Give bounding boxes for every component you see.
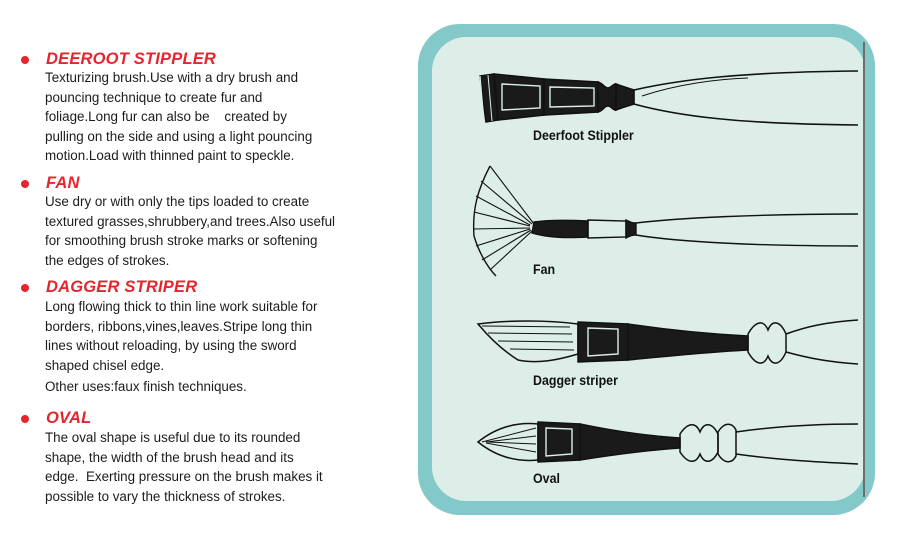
bullet-icon (21, 180, 29, 188)
description-line: for smoothing brush stroke marks or softening (45, 233, 318, 249)
description-line: foliage.Long fur can also be created by (45, 109, 287, 125)
description-line: shape, the width of the brush head and its (45, 449, 294, 465)
entry-extra-note: Other uses:faux finish techniques. (45, 379, 247, 394)
entry-description (45, 297, 375, 375)
descriptions-column (0, 0, 400, 545)
fan-brush-illustration (474, 166, 858, 276)
description-line: Texturizing brush.Use with a dry brush and (45, 70, 299, 85)
entry-title: FAN (46, 174, 80, 192)
description-line: the edges of strokes. (45, 252, 170, 268)
description-line: lines without reloading, by using the sword (45, 338, 297, 354)
fan-label: Fan (533, 262, 556, 277)
entry-description (45, 428, 375, 506)
description-line: Use dry or with only the tips loaded to create (45, 194, 310, 209)
entry-title: DAGGER STRIPER (46, 278, 198, 296)
description-line: edge. Exerting pressure on the brush makes it (45, 469, 323, 485)
description-line: shaped chisel edge. (45, 357, 165, 373)
bullet-icon (21, 284, 29, 292)
description-line: possible to vary the thickness of strokes. (45, 488, 286, 504)
oval-brush-illustration (478, 422, 858, 464)
description-line: motion.Load with thinned paint to speckle. (45, 148, 295, 164)
entry-title: OVAL (46, 409, 92, 427)
description-line: pulling on the side and using a light pouncing (45, 128, 313, 144)
description-line: borders, ribbons,vines,leaves.Stripe long thin (45, 318, 313, 334)
bullet-icon (21, 56, 29, 64)
deerfoot-stippler-label: Deerfoot Stippler (533, 128, 634, 143)
description-line: textured grasses,shrubbery,and trees.Also useful (45, 213, 336, 229)
oval-label: Oval (533, 471, 560, 486)
brush-illustrations (418, 24, 875, 515)
entry-description (45, 68, 375, 166)
description-line: pouncing technique to create fur and (45, 89, 263, 105)
entry-title: DEEROOT STIPPLER (46, 50, 217, 68)
dagger-striper-label: Dagger striper (533, 373, 618, 388)
bullet-icon (21, 415, 29, 423)
entry-description (45, 192, 375, 270)
deerfoot-stippler-brush-illustration (480, 71, 858, 125)
description-line: The oval shape is useful due to its rounded (45, 430, 301, 445)
dagger-striper-brush-illustration (478, 320, 858, 364)
description-line: Long flowing thick to thin line work suitable for (45, 299, 318, 314)
